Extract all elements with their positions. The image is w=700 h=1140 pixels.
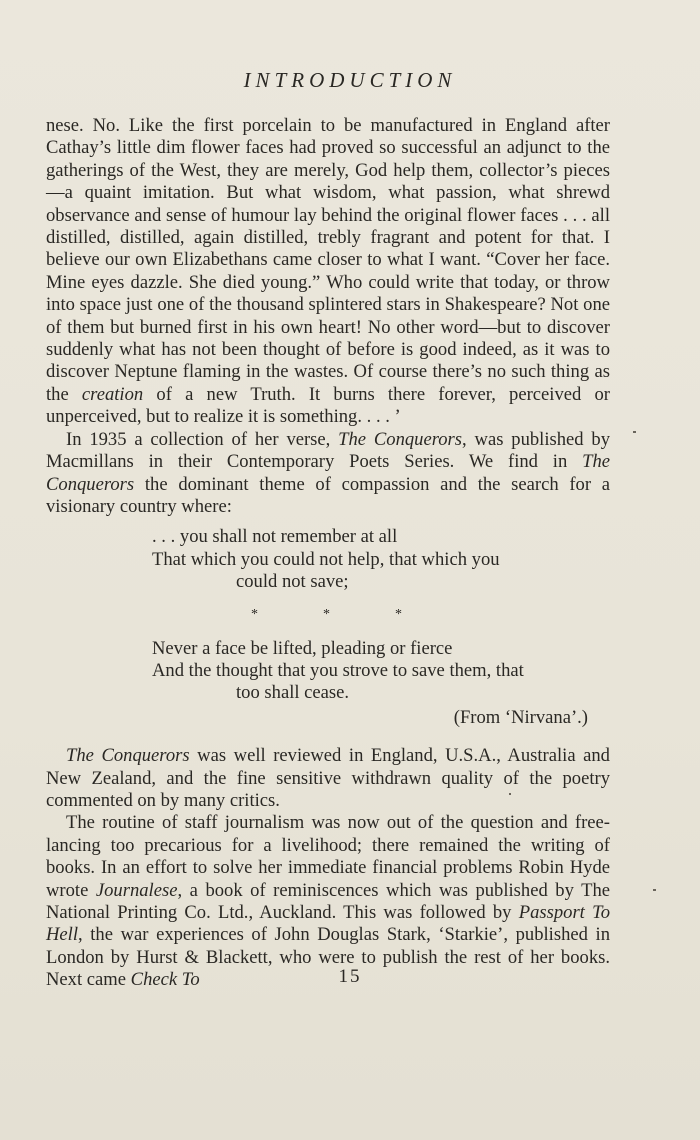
section-break-asterisks — [46, 605, 610, 625]
book-title-journalese: Journalese — [95, 879, 178, 901]
paragraph-1 — [46, 115, 610, 429]
verse-line: Never a face be lifted, pleading or fierce — [152, 637, 453, 659]
paragraph-2 — [46, 429, 610, 519]
paragraph-1-text-a: nese. No. Like the first porcelain to be manufactured in England after Cathay’s little dim flower faces had proved so successful an adjunct to the gatherings of the West, they are merely, God help them, collector’s pieces—a quaint imitation. But what wisdom, what passion, what shrewd observance and sense of humour lay behind the original flower faces . . . all distilled, distilled, again distilled, trebly fragrant and potent for that. I believe our own Elizabethans came closer to what I want. “Cover her face. Mine eyes dazzle. She died young.” Who could write that today, or throw into space just one of the thousand splintered stars in Shakespeare? Not one of them but burned first in his own heart! No other word—but to discover suddenly what has not been thought of before is good indeed, as it was to discover Neptune flaming in the wastes. Of course there’s no such thing as the — [46, 115, 610, 405]
paragraph-2-text-c: the dominant theme of compassion and the search for a visionary country where: — [46, 473, 610, 517]
paragraph-1-text-b: of a new Truth. It burns there forever, perceived or unperceived, but to realize it is something. . . . ’ — [46, 383, 610, 428]
book-title-conquerors: The Conquerors — [46, 451, 610, 495]
paragraph-4-text-c: , the war experiences of John Douglas Stark, ‘Starkie’, published in London by Hurst & Blackett, who were to publish the rest of her books. Next came — [46, 924, 610, 991]
verse-line: . . . you shall not remember at all — [152, 526, 398, 548]
paragraph-2-text-b: , was published by Macmillans in their Contemporary Poets Series. We find in — [46, 428, 610, 473]
book-title-conquerors: The Conquerors — [66, 745, 190, 767]
book-title-check-to: Check To — [130, 969, 200, 991]
paragraph-2-text-a: In 1935 a collection of her verse, — [66, 428, 339, 450]
paper-speck — [633, 431, 636, 433]
verse-source: (From ‘Nirvana’.) — [453, 706, 588, 728]
running-head: INTRODUCTION — [243, 68, 457, 92]
paragraph-4 — [46, 812, 610, 991]
paragraph-4-text-a: The routine of staff journalism was now out of the question and free-lancing too precarious for a livelihood; there remained the writing of books. In an effort to solve her immediate financial problems Robin Hyde wrote — [46, 812, 610, 901]
body-text — [46, 115, 610, 992]
paragraph-3 — [46, 745, 610, 812]
paper-speck — [653, 889, 656, 891]
paragraph-3-text: was well reviewed in England, U.S.A., Australia and New Zealand, and the fine sensitive withdrawn quality of the poetry commented on by many critics. — [46, 745, 610, 811]
verse-line: And the thought that you strove to save them, that — [152, 659, 524, 681]
book-title-conquerors: The Conquerors — [338, 428, 463, 450]
verse-line-continuation: too shall cease. — [236, 682, 350, 704]
asterisk: * — [251, 606, 258, 622]
paper-speck — [509, 793, 511, 795]
page-number: 15 — [338, 966, 362, 987]
asterisk: * — [323, 606, 330, 622]
asterisk: * — [395, 606, 402, 622]
verse-line: That which you could not help, that which you — [152, 548, 500, 570]
book-title-passport-to-hell: Passport To Hell — [46, 902, 611, 946]
paragraph-4-text-b: , a book of reminiscences which was published by The National Printing Co. Ltd., Auckland. This was followed by — [46, 879, 610, 923]
emphasis-creation: creation — [81, 383, 144, 405]
verse-stanza-2 — [46, 638, 610, 705]
verse-line-continuation: could not save; — [236, 571, 349, 593]
verse-stanza-1 — [46, 526, 610, 593]
